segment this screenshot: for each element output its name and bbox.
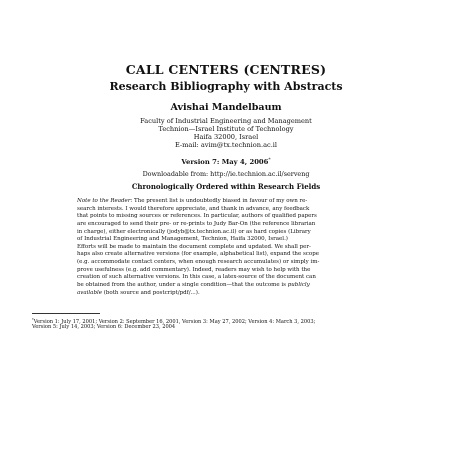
abstract-line: in charge), either electronically (jodyb@tx.technion.ac.il) or as hard copies (Library <box>77 228 311 235</box>
affiliation-faculty: Faculty of Industrial Engineering and Management <box>140 117 312 125</box>
affiliation-address: Haifa 32000, Israel <box>193 133 259 141</box>
version-label: Version 7: May 4, 2006 <box>181 158 269 166</box>
version-history-footnote <box>32 317 424 331</box>
emphasis-publicly: publicly <box>287 282 310 289</box>
footnote-text: Version 1: July 17, 2001; Version 2: September 16, 2001, Version 3: May 27, 2002; Version 4: March 3, 2003; <box>33 319 316 325</box>
footnote-mark: * <box>32 318 34 322</box>
abstract-line <box>77 290 397 298</box>
download-line: Downloadable from: http://ie.technion.ac.il/serveng <box>142 170 310 178</box>
footnote-line <box>32 317 424 324</box>
abstract-line <box>77 282 397 290</box>
ordering-line: Chronologically Ordered within Research Fields <box>131 182 321 191</box>
abstract-line-text: be obtained from the author, under a single condition—that the outcome is <box>77 282 288 289</box>
version-line <box>0 158 452 166</box>
abstract-line-text: The present list is undoubtedly biased in favour of my own re- <box>132 198 308 204</box>
abstract-line: that points to missing sources or references. In particular, authors of qualified papers <box>77 213 317 220</box>
abstract-line: haps also create alternative versions (for example, alphabetical list), expand the scope <box>77 251 319 258</box>
abstract-line: Efforts will be made to maintain the document complete and updated. We shall per- <box>77 243 311 250</box>
author-name: Avishai Mandelbaum <box>170 102 282 113</box>
abstract-line: prove usefulness (e.g. add commentary). Indeed, readers may wish to help with the <box>77 266 311 273</box>
abstract-line-text: (both source and postcript/pdf/...). <box>102 289 200 296</box>
abstract-line: are encouraged to send their pre- or re-prints to Judy Bar-On (the reference librarian <box>77 220 316 227</box>
abstract-line: of Industrial Engineering and Management, Technion, Haifa 32000, Israel.) <box>77 236 288 243</box>
abstract-line: (e.g. accommodate contact centers, when enough research accumulates) or simply im- <box>77 259 320 266</box>
affiliation-institute: Technion—Israel Institute of Technology <box>158 125 294 133</box>
affiliation-email: E-mail: avim@tx.technion.ac.il <box>174 141 278 149</box>
footnote-rule <box>32 313 100 314</box>
note-lead: Note to the Reader: <box>77 198 133 204</box>
note-to-reader <box>77 198 397 297</box>
paper-title: CALL CENTERS (CENTRES) <box>125 62 327 77</box>
abstract-line: search interests. I would therefore appreciate, and thank in advance, any feedback <box>77 205 310 212</box>
abstract-line: creation of such alternative versions. In this case, a latex-source of the document can <box>77 274 316 281</box>
footnote-line: Version 5: July 14, 2003; Version 6: December 23, 2004 <box>32 323 176 330</box>
abstract-line <box>77 198 397 206</box>
emphasis-available: available <box>77 289 102 296</box>
paper-subtitle: Research Bibliography with Abstracts <box>109 80 343 93</box>
version-footnote-mark: * <box>268 158 271 163</box>
